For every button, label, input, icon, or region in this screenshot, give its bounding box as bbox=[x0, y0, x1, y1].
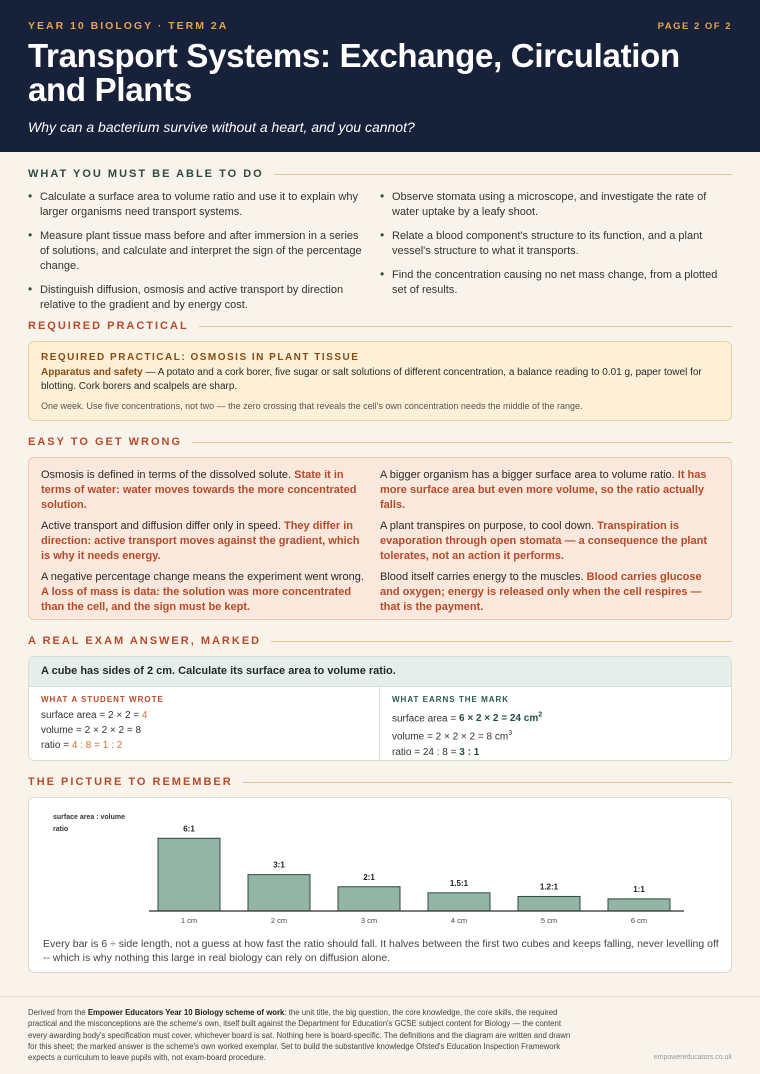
bar-3 bbox=[338, 887, 400, 911]
section-objectives-heading bbox=[28, 168, 732, 180]
mark-line-3 bbox=[392, 745, 719, 760]
section-title: THE PICTURE TO REMEMBER bbox=[28, 776, 233, 788]
misconception bbox=[380, 570, 707, 615]
course-kicker: YEAR 10 BIOLOGY · TERM 2A bbox=[28, 20, 229, 32]
student-answer bbox=[29, 687, 380, 761]
misconception-claim: Active transport and diffusion differ only in speed. bbox=[41, 520, 284, 532]
site-url: empowereducators.co.uk bbox=[653, 1054, 732, 1061]
exam-answer-box bbox=[28, 656, 732, 761]
line-text: surface area = 2 × 2 = bbox=[41, 710, 142, 721]
section-wrong-heading bbox=[28, 436, 732, 448]
misconception-correction: A loss of mass is data: the solution was more concentrated than the cell, and the sign must be kept. bbox=[41, 586, 352, 613]
student-line-2: volume = 2 × 2 × 2 = 8 bbox=[41, 725, 142, 736]
chart-box bbox=[28, 797, 732, 973]
objective-item: • Distinguish diffusion, osmosis and active transport by direction relative to the gradient and by energy cost. bbox=[28, 283, 366, 313]
correct-value bbox=[459, 713, 542, 724]
ratio-bar-chart bbox=[29, 798, 733, 934]
misconception-claim: A plant transpires on purpose, to cool down. bbox=[380, 520, 598, 532]
divider bbox=[199, 326, 732, 327]
section-practical-heading bbox=[28, 320, 732, 332]
practical-note: One week. Use five concentrations, not two — the zero crossing that reveals the cell's own concentration needs the middle of the range. bbox=[41, 401, 583, 411]
misconception bbox=[380, 468, 707, 513]
section-title: WHAT YOU MUST BE ABLE TO DO bbox=[28, 168, 264, 180]
misconception bbox=[380, 519, 707, 564]
line-text: ratio = bbox=[41, 740, 72, 751]
page-number: PAGE 2 OF 2 bbox=[657, 21, 732, 32]
student-line-3 bbox=[41, 738, 367, 753]
divider bbox=[274, 174, 732, 175]
line-text: surface area = bbox=[392, 713, 459, 725]
section-title: EASY TO GET WRONG bbox=[28, 436, 182, 448]
objectives bbox=[28, 190, 732, 322]
practical-apparatus bbox=[41, 366, 719, 394]
student-error: 4 bbox=[141, 710, 148, 721]
objectives-left bbox=[28, 190, 380, 322]
bar-2 bbox=[248, 875, 310, 911]
bar-1 bbox=[158, 838, 220, 911]
bar-value-label: 1.2:1 bbox=[539, 882, 559, 892]
section-picture-heading bbox=[28, 776, 732, 788]
correct-value: 3 : 1 bbox=[459, 746, 480, 758]
misconception-correction: They differ in direction: active transport moves against the gradient, which is why it needs energy. bbox=[41, 520, 360, 562]
line-text: volume = 2 × 2 × 2 = 8 cm bbox=[392, 731, 509, 743]
chart-caption: Every bar is 6 ÷ side length, not a guess at how fast the ratio should fall. It halves between the first two cubes and keeps falling, never levelling off -- which is why nothing this large in real biology can rely on diffusion alone. bbox=[43, 938, 719, 964]
student-heading: WHAT A STUDENT WROTE bbox=[41, 695, 164, 704]
divider bbox=[243, 782, 732, 783]
bar-value-label: 6:1 bbox=[183, 824, 195, 834]
apparatus-label: Apparatus and safety bbox=[41, 367, 143, 378]
misconception-claim: A bigger organism has a bigger surface area to volume ratio. bbox=[380, 469, 678, 481]
divider bbox=[271, 641, 732, 642]
footer-text: Derived from the bbox=[28, 1008, 88, 1017]
bar-5 bbox=[518, 896, 580, 911]
value-text: 6 × 2 × 2 = 24 cm bbox=[458, 713, 539, 725]
section-title: A REAL EXAM ANSWER, MARKED bbox=[28, 635, 262, 647]
misconceptions-right bbox=[380, 468, 719, 613]
header bbox=[0, 0, 760, 152]
footer-source-note bbox=[28, 1007, 580, 1063]
footer-source: Empower Educators Year 10 Biology scheme of work bbox=[87, 1008, 285, 1017]
x-tick-label: 6 cm bbox=[630, 916, 648, 925]
mark-heading: WHAT EARNS THE MARK bbox=[392, 695, 510, 704]
divider bbox=[192, 442, 732, 443]
practical-box bbox=[28, 341, 732, 421]
section-exam-heading bbox=[28, 635, 732, 647]
misconception-claim: A negative percentage change means the experiment went wrong. bbox=[41, 571, 364, 583]
misconception bbox=[41, 519, 368, 564]
misconceptions-box bbox=[28, 457, 732, 620]
section-title: REQUIRED PRACTICAL bbox=[28, 320, 189, 332]
student-error: 4 : 8 = 1 : 2 bbox=[71, 740, 123, 751]
bar-value-label: 1.5:1 bbox=[449, 878, 469, 888]
bar-value-label: 3:1 bbox=[273, 860, 285, 870]
exam-question: A cube has sides of 2 cm. Calculate its surface area to volume ratio. bbox=[29, 657, 731, 687]
objective-item: • Find the concentration causing no net mass change, from a plotted set of results. bbox=[380, 268, 718, 298]
objective-item: • Relate a blood component's structure to its function, and a plant vessel's structure to what it transports. bbox=[380, 229, 718, 259]
page-title: Transport Systems: Exchange, Circulation and Plants bbox=[28, 37, 680, 108]
unit-power: 2 bbox=[538, 712, 543, 719]
bar-4 bbox=[428, 893, 490, 911]
marked-answer bbox=[380, 687, 731, 761]
unit-power: 3 bbox=[508, 730, 513, 738]
student-line-1 bbox=[41, 708, 367, 723]
misconception bbox=[41, 570, 368, 615]
x-tick-label: 3 cm bbox=[360, 916, 378, 925]
mark-line-2 bbox=[392, 726, 719, 744]
bar-value-label: 1:1 bbox=[633, 884, 645, 894]
misconception-correction: Blood carries glucose and oxygen; energy is released only when the cell respires — that is the payment. bbox=[380, 571, 702, 613]
misconception-correction: State it in terms of water: water moves towards the more concentrated solution. bbox=[41, 469, 357, 511]
line-text: ratio = 24 : 8 = bbox=[392, 746, 460, 758]
objectives-right bbox=[380, 190, 732, 322]
objective-item: • Observe stomata using a microscope, and investigate the rate of water uptake by a leafy shoot. bbox=[380, 190, 718, 220]
x-tick-label: 4 cm bbox=[450, 916, 468, 925]
footer-text: : the unit title, the big question, the core knowledge, the core skills, the required practical and the misconceptions are the scheme's own, itself built against the Department for Education's GCSE subject content for Biology — the content every awarding body's specification must cover, whichever board is sat. Nothing here is board-specific. The definitions and the diagram are written and drawn for this sheet; the marked answer is the scheme's own worked exemplar. Set to build the substantive knowledge Ofsted's Education Inspection Framework expects a curriculum to leave pupils with, not exam-board procedure. bbox=[28, 1008, 571, 1063]
apparatus-text: — A potato and a cork borer, five sugar or salt solutions of different concentration, a balance reading to 0.01 g, paper towel for blotting. Cork borers and scalpels are sharp. bbox=[41, 367, 702, 392]
x-tick-label: 2 cm bbox=[270, 916, 288, 925]
misconception bbox=[41, 468, 368, 513]
objective-item: • Calculate a surface area to volume ratio and use it to explain why larger organisms need transport systems. bbox=[28, 190, 366, 220]
misconception-claim: Blood itself carries energy to the muscles. bbox=[380, 571, 587, 583]
bar-6 bbox=[608, 899, 670, 911]
misconception-correction: It has more surface area but even more volume, so the ratio actually falls. bbox=[380, 469, 707, 511]
misconceptions-left bbox=[41, 468, 380, 613]
misconception-correction: Transpiration is evaporation through open stomata — a consequence the plant tolerates, not an action it performs. bbox=[380, 520, 707, 562]
big-question: Why can a bacterium survive without a heart, and you cannot? bbox=[28, 119, 415, 135]
x-tick-label: 1 cm bbox=[180, 916, 198, 925]
objective-item: • Measure plant tissue mass before and after immersion in a series of solutions, and calculate and interpret the sign of the percentage change. bbox=[28, 229, 366, 274]
footer bbox=[0, 996, 760, 1074]
misconception-claim: Osmosis is defined in terms of the dissolved solute. bbox=[41, 469, 295, 481]
practical-heading: REQUIRED PRACTICAL: OSMOSIS IN PLANT TISSUE bbox=[41, 352, 360, 363]
x-tick-label: 5 cm bbox=[540, 916, 558, 925]
bar-value-label: 2:1 bbox=[363, 872, 375, 882]
y-axis-label: surface area : volume ratio bbox=[53, 814, 125, 833]
mark-line-1 bbox=[392, 708, 719, 726]
